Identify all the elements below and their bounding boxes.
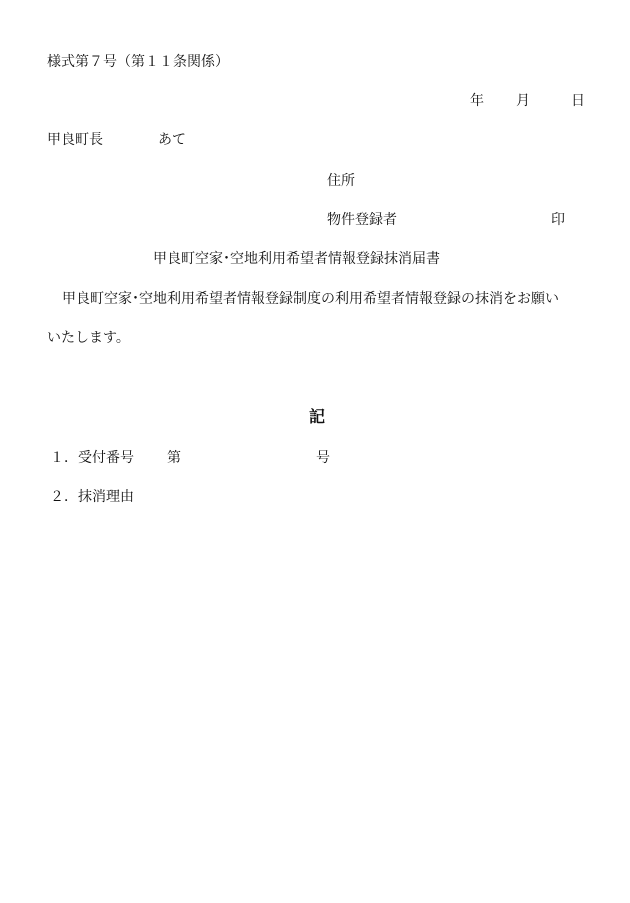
form-number: 様式第７号（第１１条関係） (47, 54, 229, 70)
date-day-label: 日 (571, 93, 585, 109)
seal-mark: 印 (551, 212, 565, 228)
document-title: 甲良町空家･空地利用希望者情報登録抹消届書 (153, 251, 440, 267)
registrant-label: 物件登録者 (327, 212, 397, 228)
ki-heading: 記 (309, 407, 326, 426)
addressee-suffix: あて (158, 132, 186, 148)
date-month-label: 月 (516, 93, 530, 109)
body-text-line-1: 甲良町空家･空地利用希望者情報登録制度の利用希望者情報登録の抹消をお願い (62, 291, 559, 307)
item-receipt-number-label: １．受付番号 (50, 450, 134, 466)
item-receipt-number-suffix: 号 (316, 450, 330, 466)
body-text-line-2: いたします。 (47, 330, 130, 346)
date-year-label: 年 (470, 93, 484, 109)
item-receipt-number-prefix: 第 (167, 450, 181, 466)
item-cancel-reason-label: ２．抹消理由 (50, 489, 134, 505)
addressee-name: 甲良町長 (47, 132, 103, 148)
address-label: 住所 (327, 173, 355, 189)
